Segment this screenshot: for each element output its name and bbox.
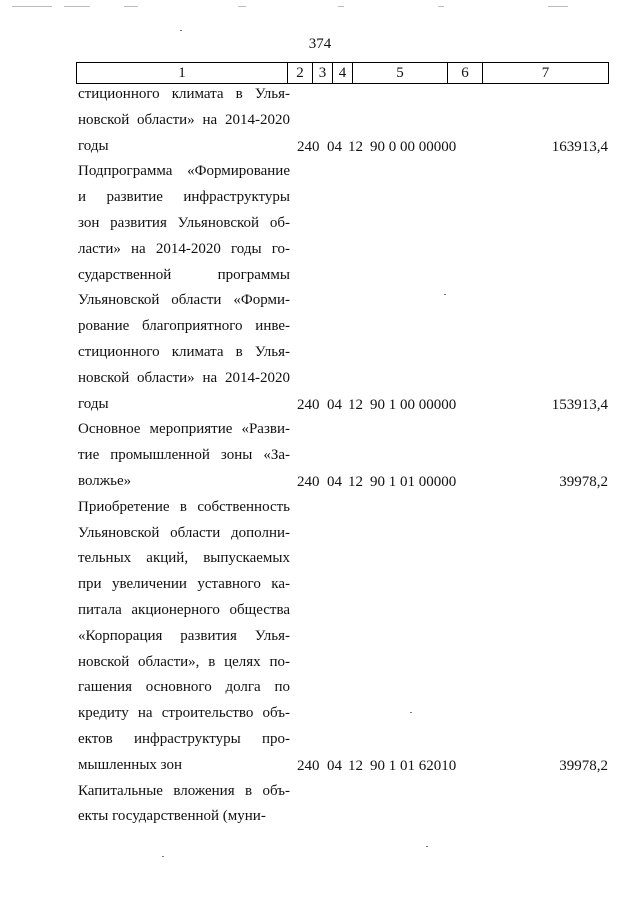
description-line: Приобретение в собственность xyxy=(78,498,290,515)
description-line: «Корпорация развития Улья- xyxy=(78,627,290,644)
code-subsection: 12 xyxy=(348,757,363,774)
column-number-1: 1 xyxy=(77,63,288,84)
description-line: ектов инфраструктуры про- xyxy=(78,730,290,747)
scan-artifacts xyxy=(8,6,608,10)
description-line: гашения основного долга по xyxy=(78,679,290,696)
description-line: стиционного климата в Улья- xyxy=(78,343,290,360)
description-line: Ульяновской области «Форми- xyxy=(78,292,290,309)
description-line: новской области» на 2014-2020 xyxy=(78,111,290,128)
column-header-row xyxy=(76,62,609,84)
row-description xyxy=(78,779,290,831)
description-line: кредиту на строительство объ- xyxy=(78,705,290,722)
description-line: рование благоприятного инве- xyxy=(78,318,290,335)
row-description xyxy=(78,417,290,494)
amount-value: 39978,2 xyxy=(559,757,608,774)
scan-speck xyxy=(426,846,428,847)
code-target-article: 90 0 00 00000 xyxy=(370,138,457,155)
description-line: и развитие инфраструктуры xyxy=(78,189,290,206)
row-description xyxy=(78,495,290,779)
code-section: 04 xyxy=(327,138,342,155)
scan-speck xyxy=(444,294,446,295)
amount-value: 163913,4 xyxy=(551,138,608,155)
description-line: Основное мероприятие «Разви- xyxy=(78,421,290,438)
description-line: новской области» на 2014-2020 xyxy=(78,369,290,386)
description-line: Ульяновской области дополни- xyxy=(78,524,290,541)
code-grbs: 240 xyxy=(297,396,320,413)
code-subsection: 12 xyxy=(348,138,363,155)
scan-speck xyxy=(410,712,412,713)
description-line: мышленных зон xyxy=(78,756,183,773)
column-number-7: 7 xyxy=(483,63,609,84)
code-target-article: 90 1 00 00000 xyxy=(370,396,457,413)
column-number-2: 2 xyxy=(288,63,313,84)
column-number-3: 3 xyxy=(313,63,333,84)
description-line: при увеличении уставного ка- xyxy=(78,576,290,593)
row-description xyxy=(78,82,290,159)
amount-value: 153913,4 xyxy=(551,396,608,413)
amount-value: 39978,2 xyxy=(559,474,608,490)
code-section: 04 xyxy=(327,396,342,413)
description-line: стиционного климата в Улья- xyxy=(78,86,290,102)
code-target-article: 90 1 01 00000 xyxy=(370,474,457,490)
code-grbs: 240 xyxy=(297,474,320,490)
description-line: ласти» на 2014-2020 годы го- xyxy=(78,240,290,257)
scan-speck xyxy=(180,30,182,31)
page-number: 374 xyxy=(308,36,332,52)
code-subsection: 12 xyxy=(348,474,363,490)
description-line: Подпрограмма «Формирование xyxy=(78,163,290,180)
code-grbs: 240 xyxy=(297,138,320,155)
description-line: новской области», в целях по- xyxy=(78,653,290,670)
description-line: годы xyxy=(78,137,109,154)
code-section: 04 xyxy=(327,474,342,490)
code-section: 04 xyxy=(327,757,342,774)
description-line: тие промышленной зоны «За- xyxy=(78,447,290,464)
description-line: волжье» xyxy=(78,472,132,489)
description-line: зон развития Ульяновской об- xyxy=(78,214,290,231)
code-subsection: 12 xyxy=(348,396,363,413)
code-grbs: 240 xyxy=(297,757,320,774)
description-line: тельных акций, выпускаемых xyxy=(78,550,290,567)
description-line: екты государственной (муни- xyxy=(78,808,266,825)
description-line: питала акционерного общества xyxy=(78,601,290,618)
description-line: Капитальные вложения в объ- xyxy=(78,782,290,799)
column-number-6: 6 xyxy=(448,63,483,84)
description-line: сударственной программы xyxy=(78,266,290,283)
row-description xyxy=(78,159,290,417)
code-target-article: 90 1 01 62010 xyxy=(370,757,457,774)
scan-speck xyxy=(162,856,164,857)
description-line: годы xyxy=(78,395,109,412)
column-number-4: 4 xyxy=(333,63,353,84)
column-number-5: 5 xyxy=(353,63,448,84)
